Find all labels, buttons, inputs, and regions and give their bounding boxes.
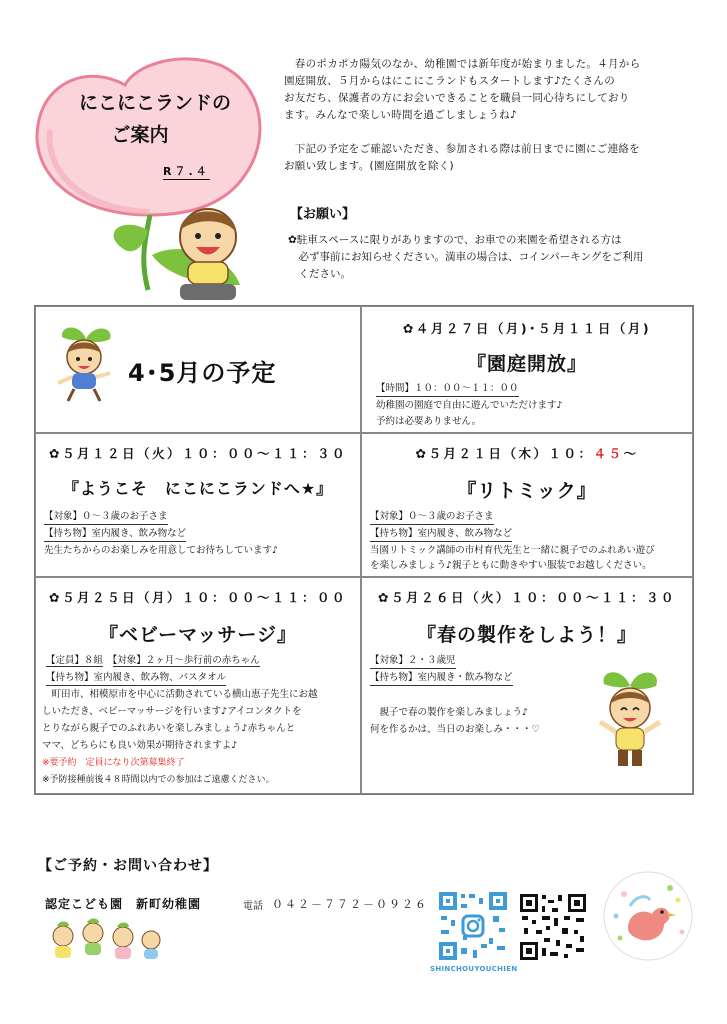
phone-label: 電話 (243, 901, 263, 912)
issue-date: R７.４ (163, 165, 210, 178)
event-desc-line: 何を作るかは、当日のお楽しみ・・・♡ (370, 724, 541, 735)
event-items: 【持ち物】室内履き、飲み物など (44, 527, 186, 542)
event-target: 【対象】０～３歳のお子さま (370, 510, 494, 525)
event-date: ✿５月２６日（火）１０：００～１１：３０ (378, 590, 676, 605)
intro-text: 春のポカポカ陽気のなか、幼稚園では新年度が始まりました。４月から 園庭開放、５月からはにこにこランドもスタートします♪たくさんの お友だち、保護者の方にお会いできることを職員一同心待ちにしており ます。みんなで楽しい時間を過ごしましょうね♪ 下記の予定をご確認いただき、参加される際は前日までに園にご連絡を お願い致します。(園庭開放を除く) (284, 58, 641, 172)
event-title: 『園庭開放』 (466, 353, 587, 375)
event-desc-line: ママ、どちらにも良い効果が期待されますよ♪ (42, 740, 238, 751)
event-desc-line: しいただき、ベビーマッサージを行います♪アイコンタクトを (42, 706, 302, 717)
event-items: 【持ち物】室内履き、飲み物、バスタオル (46, 671, 226, 686)
event-desc-line: 先生たちからのお楽しみを用意してお待ちしています♪ (44, 545, 279, 556)
event-desc-line: 予約は必要ありません。 (376, 416, 482, 427)
request-text: ✿駐車スペースに限りがありますので、お車での来園を希望される方は 必ず事前にお知らせください。満車の場合は、コインパーキングをご利用 ください。 (288, 234, 644, 280)
event-desc-line: 親子で春の製作を楽しみましょう♪ (370, 707, 529, 718)
reservation-note: ※要予約 定員になり次第募集終了 (42, 758, 185, 768)
heart-title-line1: にこにこランドの (78, 92, 231, 114)
sprout-kid-illustration (50, 317, 120, 407)
sprout-kid-illustration (590, 658, 670, 773)
event-date: ✿５月２１日（木）１０：４５～ (415, 446, 639, 461)
event-target: 【対象】０～３歳のお子さま (44, 510, 168, 525)
event-items: 【持ち物】室内履き・飲み物など (370, 671, 513, 686)
heart-illustration (30, 40, 270, 305)
event-title: 『春の製作をしよう！』 (416, 624, 637, 646)
org-name: 認定こども園 新町幼稚園 (45, 897, 202, 911)
event-desc-line: とりながら親子でのふれあいを楽しみましょう♪赤ちゃんと (42, 723, 296, 734)
event-time: 【時間】１０：００～１１：００ (376, 382, 519, 397)
schedule-heading-cell (35, 306, 361, 433)
contact-title: 【ご予約・お問い合わせ】 (38, 858, 218, 874)
event-desc-line: を楽しみましょう♪親子ともに動きやすい服装でお越しください。 (370, 560, 652, 571)
request-title: 【お願い】 (290, 207, 356, 222)
event-spring-craft (361, 577, 693, 794)
schedule-heading: 4･5月の予定 (128, 359, 277, 387)
event-date: ✿５月２５日（月）１０：００～１１：００ (49, 590, 347, 605)
event-welcome (35, 433, 361, 577)
event-title: 『ベビーマッサージ』 (98, 624, 298, 646)
vaccination-note: ※予防接種前後４８時間以内での参加はご遠慮ください。 (42, 775, 275, 785)
event-desc-line: 町田市、相模原市を中心に活動されている横山恵子先生にお越 (42, 689, 318, 700)
schedule-grid (34, 305, 694, 795)
event-baby-massage (35, 577, 361, 794)
event-items: 【持ち物】室内履き、飲み物など (370, 527, 512, 542)
heart-title-line2: ご案内 (111, 124, 169, 146)
event-title: 『ようこそ にこにこランドへ★』 (62, 479, 334, 498)
instagram-qr-code[interactable] (437, 890, 509, 962)
event-garden-open (361, 306, 693, 433)
school-logo (598, 866, 698, 966)
event-target: 【対象】２・３歳児 (370, 654, 456, 669)
qr-label: SHINCHOUYOUCHIEN (430, 965, 518, 973)
event-capacity-target: 【定員】８組 【対象】２ヶ月～歩行前の赤ちゃん (46, 655, 260, 666)
children-illustration (45, 918, 165, 963)
event-date: ✿５月１２日（火）１０：００～１１：３０ (49, 446, 347, 461)
website-qr-code[interactable] (518, 892, 588, 962)
event-title: 『リトミック』 (457, 480, 597, 502)
event-desc-line: 当園リトミック講師の市村育代先生と一緒に親子でのふれあい遊び (370, 545, 655, 556)
event-desc-line: 幼稚園の園庭で自由に遊んでいただけます♪ (376, 400, 563, 411)
event-date: ✿４月２７日（月)･５月１１日（月) (402, 321, 652, 336)
phone-number[interactable]: ０４２－７７２－０９２６ (272, 898, 428, 911)
event-rhythmic (361, 433, 693, 577)
